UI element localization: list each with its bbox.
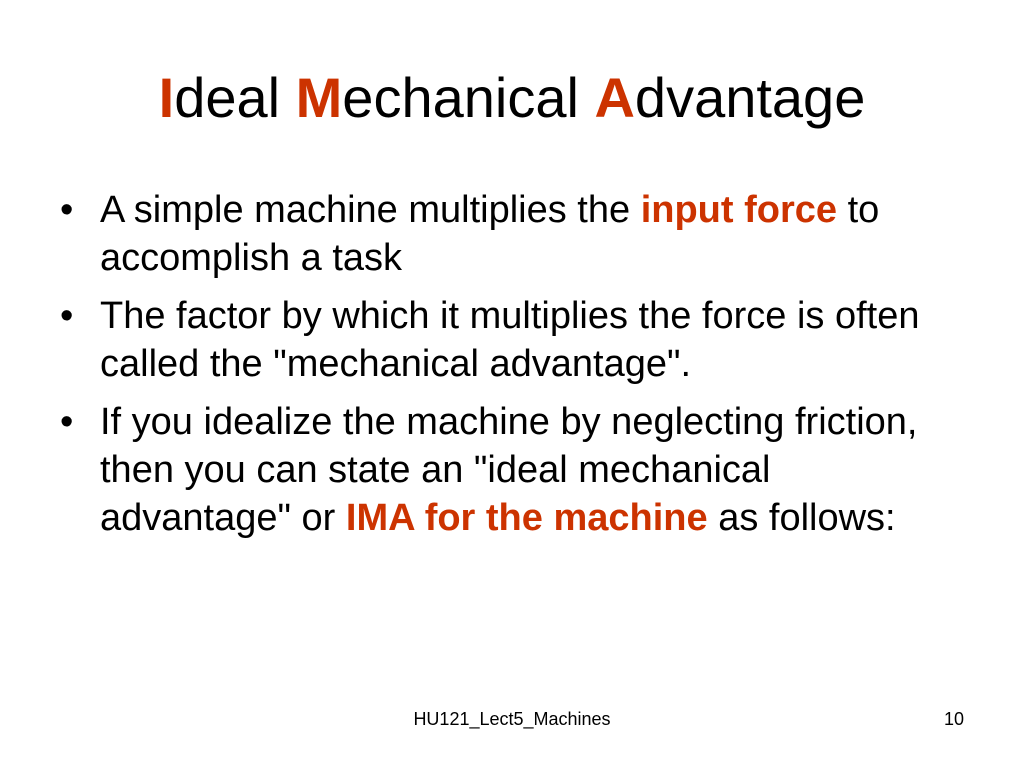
title-letter-a: A — [594, 66, 635, 129]
bullet-text: If you idealize the machine by neglecting friction, then you can state an "ideal mechanical advantage" or — [100, 401, 918, 539]
bullet-marker: • — [60, 295, 74, 337]
bullet-text: as follows: — [707, 497, 896, 539]
title-letter-m: M — [295, 66, 343, 129]
bullet-item-3 — [60, 398, 940, 542]
bullet-text: to accomplish a task — [100, 189, 880, 279]
highlight-ima-for-the-machine: IMA for the machine — [345, 497, 708, 539]
title-word-mechanical: echanical — [342, 66, 595, 129]
page-number: 10 — [943, 709, 964, 729]
title-letter-i: I — [158, 66, 175, 129]
bullet-marker: • — [60, 401, 74, 443]
slide-title — [0, 62, 1024, 134]
bullet-text: A simple machine multiplies the — [100, 189, 641, 231]
title-word-ideal: deal — [174, 66, 296, 129]
bullet-item-2 — [60, 292, 940, 388]
bullet-marker: • — [60, 189, 74, 231]
bullet-item-1 — [60, 186, 940, 282]
bullet-text: The factor by which it multiplies the force is often called the "mechanical advantage". — [100, 295, 920, 385]
title-word-advantage: dvantage — [634, 66, 866, 129]
footer-text: HU121_Lect5_Machines — [413, 709, 611, 729]
bullet-list — [60, 186, 940, 552]
highlight-input-force: input force — [640, 189, 838, 231]
